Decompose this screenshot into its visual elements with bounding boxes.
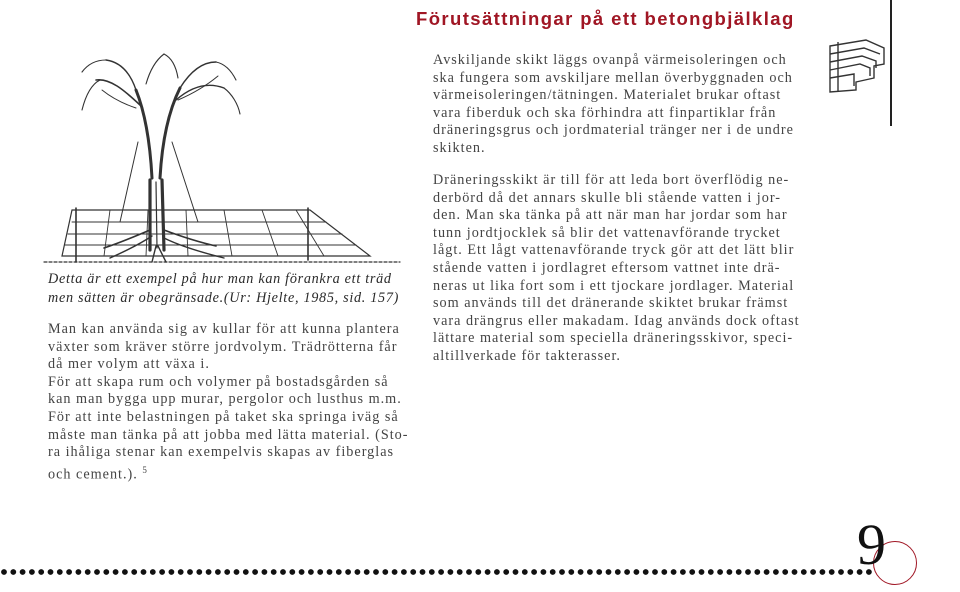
footer-dot — [364, 569, 370, 575]
footer-dot — [271, 569, 277, 575]
footer-dot — [736, 569, 742, 575]
right-column-separating-layer — [433, 52, 813, 158]
paragraph-separating-layer: Avskiljande skikt läggs ovanpå värmeisoleringen och ska fungera som avskiljare mellan överbyggnaden och värmeisoleringen/tätningen. Materialet brukar oftast vara fiberduk och ska förhindra att finpartiklar från dräneringsgrus och jordmaterial tränger ner i de undre skikten. — [433, 52, 794, 156]
footer-dot — [20, 569, 26, 575]
footer-dot — [568, 569, 574, 575]
footer-dot — [689, 569, 695, 575]
footer-dot — [634, 569, 640, 575]
footer-dot — [308, 569, 314, 575]
paragraph-drainage-layer: Dräneringsskikt är till för att leda bort överflödig ne- derbörd då det annars skulle bli stående vatten i jor- den. Man ska tänka på att när man har jordar som har tunn jordtjocklek så blir det vattenavförande trycket lågt. Ett lågt vattenavförande tryck gör att det lätt blir stående vatten i jordlagret eftersom vattnet inte drä- neras ut lika fort som i ett tjockare jordlager. Material som används till det dränerande skiktet brukar främst vara drängrus eller makadam. Idag används dock oftast lättare material som speciella dräneringsskivor, speci- altillverkade för takterasser. — [433, 172, 800, 364]
footer-dot — [782, 569, 788, 575]
footer-dot — [29, 569, 35, 575]
footer-dot — [727, 569, 733, 575]
footer-dot — [503, 569, 509, 575]
footer-dot — [801, 569, 807, 575]
footer-dot — [448, 569, 454, 575]
footer-dot — [522, 569, 528, 575]
footer-dot — [466, 569, 472, 575]
footer-dot — [94, 569, 100, 575]
footer-dot — [624, 569, 630, 575]
footer-dot — [159, 569, 165, 575]
footer-dot — [420, 569, 426, 575]
footer-dot — [317, 569, 323, 575]
footer-dot — [810, 569, 816, 575]
footer-dot — [48, 569, 54, 575]
footer-dot — [262, 569, 268, 575]
footer-dot — [224, 569, 230, 575]
header-divider — [890, 0, 892, 126]
footer-dot — [410, 569, 416, 575]
left-paragraph: Man kan använda sig av kullar för att kunna plantera växter som kräver större jordvolym. Trädrötterna får då mer volym att växa i. För att skapa rum och volymer på bostadsgården så kan man bygga upp murar, pergolor och lusthus m.m. För att inte belastningen på taket ska springa iväg så måste man tänka på att jobba med lätta material. (Sto- ra ihåliga stenar kan exempelvis skapas av fiberglas och cement.). — [48, 321, 409, 483]
footer-dot — [745, 569, 751, 575]
footer-dot — [10, 569, 16, 575]
footer-dot — [85, 569, 91, 575]
footer-dot — [103, 569, 109, 575]
footer-dot — [559, 569, 565, 575]
footer-dot — [531, 569, 537, 575]
footer-dot — [336, 569, 342, 575]
footer-dot — [829, 569, 835, 575]
tree-anchoring-illustration — [40, 50, 410, 265]
footer-dot — [475, 569, 481, 575]
footer-dot — [587, 569, 593, 575]
footer-dot — [661, 569, 667, 575]
footer-dot — [196, 569, 202, 575]
figure-caption: Detta är ett exempel på hur man kan förankra ett träd men sätten är obegränsade.(Ur: Hjelte, 1985, sid. 157) — [48, 271, 400, 306]
footer-dot — [345, 569, 351, 575]
footer-dot — [680, 569, 686, 575]
footer-dot — [141, 569, 147, 575]
footer-dot — [792, 569, 798, 575]
footer-dot — [215, 569, 221, 575]
footer-dot — [392, 569, 398, 575]
footer-dot — [438, 569, 444, 575]
footer-dot — [578, 569, 584, 575]
footer-dot — [494, 569, 500, 575]
right-column-drainage-layer — [433, 172, 813, 366]
footer-dot — [550, 569, 556, 575]
footer-dot — [373, 569, 379, 575]
footer-dot — [1, 569, 7, 575]
footer-dot — [299, 569, 305, 575]
footer-dot — [66, 569, 72, 575]
footer-dot — [401, 569, 407, 575]
footer-dot — [541, 569, 547, 575]
footer-dot — [773, 569, 779, 575]
footer-dot — [615, 569, 621, 575]
footer-dot — [699, 569, 705, 575]
page-number: 9 — [857, 512, 886, 577]
footer-dot — [206, 569, 212, 575]
footer-dot — [327, 569, 333, 575]
footer-dot — [717, 569, 723, 575]
footer-dot — [513, 569, 519, 575]
footer-dot — [652, 569, 658, 575]
footer-dot — [243, 569, 249, 575]
footer-dot — [838, 569, 844, 575]
footer-dot — [57, 569, 63, 575]
footer-dot — [38, 569, 44, 575]
footer-dotted-rule — [0, 565, 880, 579]
footer-dot — [169, 569, 175, 575]
footer-dot — [289, 569, 295, 575]
footer-dot — [847, 569, 853, 575]
footer-dot — [764, 569, 770, 575]
footnote-reference: 5 — [142, 464, 148, 475]
page-title: Förutsättningar på ett betongbjälklag — [416, 8, 795, 29]
footer-dot — [234, 569, 240, 575]
footer-dot — [596, 569, 602, 575]
footer-dot — [187, 569, 193, 575]
footer-dot — [485, 569, 491, 575]
footer-dot — [122, 569, 128, 575]
layered-building-icon — [826, 34, 888, 94]
footer-dot — [671, 569, 677, 575]
footer-dot — [178, 569, 184, 575]
footer-dot — [820, 569, 826, 575]
footer-dot — [708, 569, 714, 575]
footer-dot — [113, 569, 119, 575]
footer-dot — [131, 569, 137, 575]
footer-dot — [643, 569, 649, 575]
left-body-text — [48, 321, 413, 484]
footer-dot — [355, 569, 361, 575]
footer-dot — [76, 569, 82, 575]
footer-dot — [252, 569, 258, 575]
footer-dot — [150, 569, 156, 575]
footer-dot — [280, 569, 286, 575]
footer-dot — [457, 569, 463, 575]
footer-dot — [606, 569, 612, 575]
footer-dot — [429, 569, 435, 575]
footer-dot — [754, 569, 760, 575]
footer-dot — [382, 569, 388, 575]
